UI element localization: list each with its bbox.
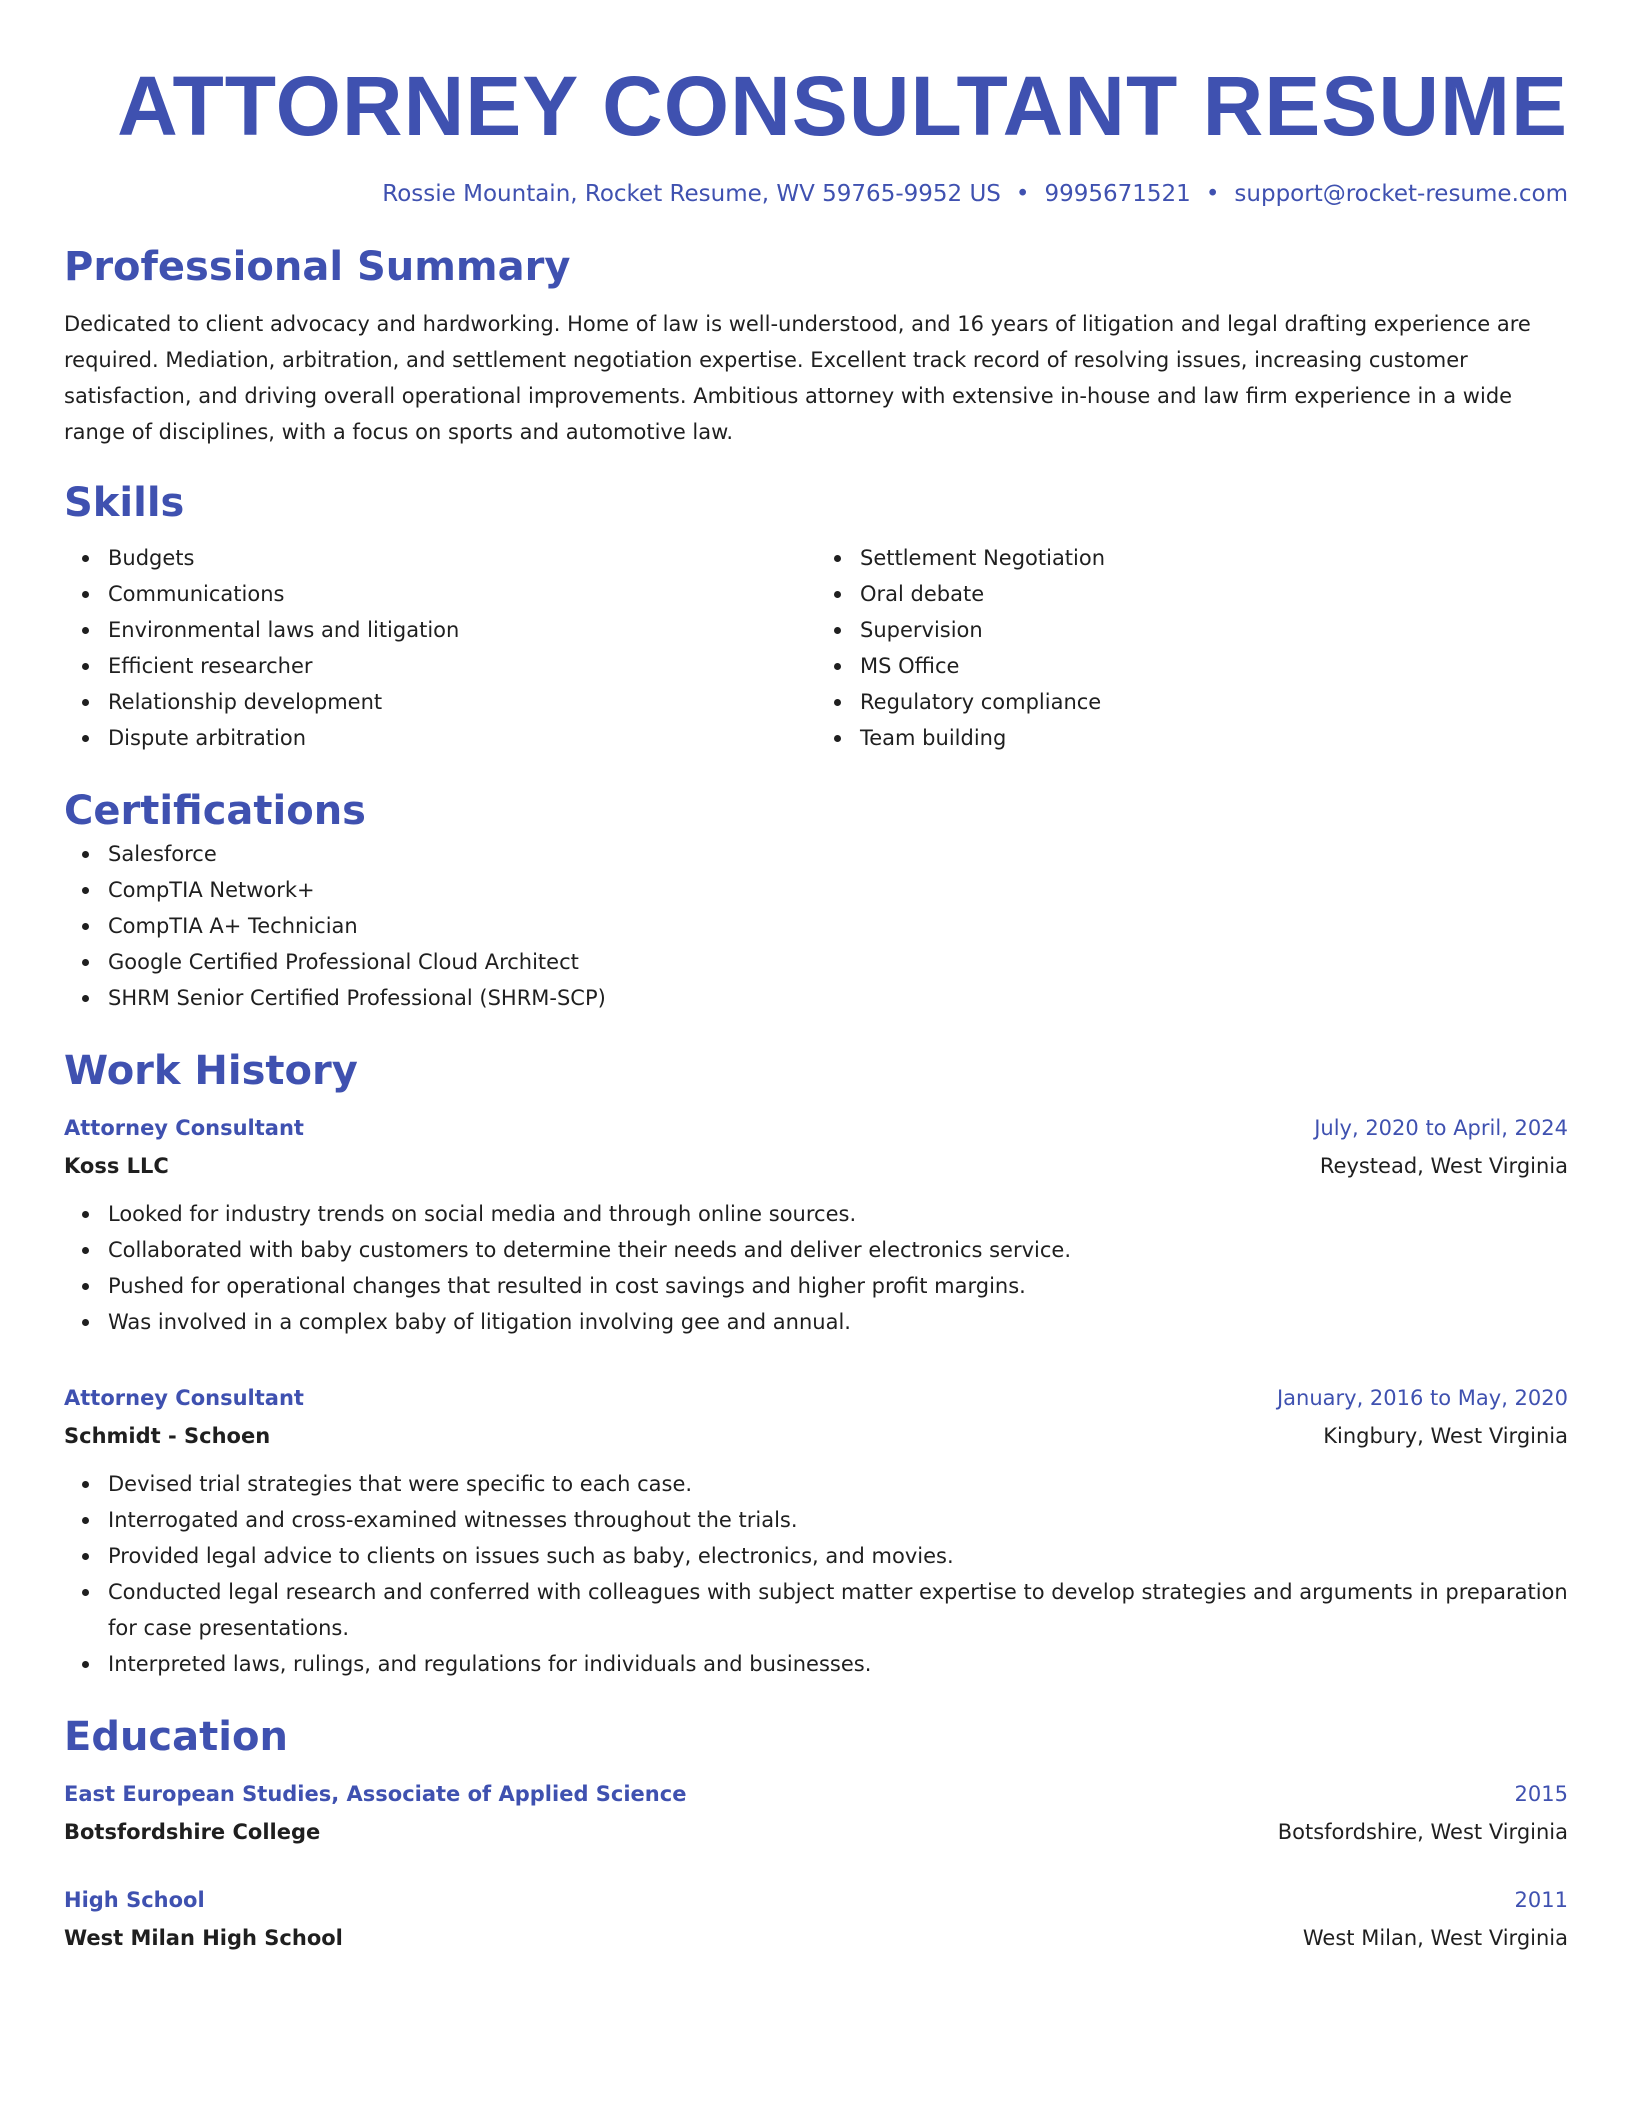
education-heading: Education [64, 1714, 288, 1760]
skill-item: MS Office [860, 648, 1568, 684]
certification-item: CompTIA Network+ [108, 872, 1568, 908]
job-dates: January, 2016 to May, 2020 [1276, 1386, 1568, 1410]
skill-item: Settlement Negotiation [860, 540, 1568, 576]
education-header-row [64, 1776, 1568, 1812]
contact-address: Rossie Mountain, Rocket Resume, WV 59765-9952 US [382, 181, 1001, 207]
education-year: 2011 [1514, 1888, 1568, 1912]
resume-title: ATTORNEY CONSULTANT RESUME [117, 59, 1568, 153]
work-history-heading: Work History [64, 1048, 358, 1094]
job-bullet: Pushed for operational changes that resulted in cost savings and higher profit margins. [108, 1268, 1568, 1304]
skill-item: Relationship development [108, 684, 816, 720]
education-degree: High School [64, 1888, 205, 1912]
skill-item: Team building [860, 720, 1568, 756]
skills-column-left [64, 540, 816, 756]
job-bullet: Devised trial strategies that were specific to each case. [108, 1466, 1568, 1502]
certification-item: CompTIA A+ Technician [108, 908, 1568, 944]
education-location: Botsfordshire, West Virginia [1277, 1820, 1568, 1844]
skill-item: Communications [108, 576, 816, 612]
job-header-row [64, 1110, 1568, 1146]
skill-item: Efficient researcher [108, 648, 816, 684]
job-bullet: Looked for industry trends on social media and through online sources. [108, 1196, 1568, 1232]
certifications-heading: Certifications [64, 788, 366, 834]
job-role: Attorney Consultant [64, 1386, 304, 1410]
skills-heading: Skills [64, 480, 185, 526]
contact-separator: • [1205, 181, 1220, 207]
job-location: Reystead, West Virginia [1319, 1154, 1568, 1178]
skills-list [64, 540, 1568, 756]
job-bullet: Interpreted laws, rulings, and regulations for individuals and businesses. [108, 1646, 1568, 1682]
education-degree: East European Studies, Associate of Applied Science [64, 1782, 687, 1806]
contact-email: support@rocket-resume.com [1234, 181, 1568, 207]
skills-column-right [816, 540, 1568, 756]
job-company: Schmidt - Schoen [64, 1424, 271, 1448]
education-entry [64, 1776, 1568, 1852]
skill-item: Supervision [860, 612, 1568, 648]
job-header-row [64, 1380, 1568, 1416]
skill-item: Budgets [108, 540, 816, 576]
summary-text: Dedicated to client advocacy and hardworking. Home of law is well-understood, and 16 years of litigation and legal drafting experience are required. Mediation, arbitration, and settlement negotiation expertise. Excellent track record of resolving issues, increasing customer satisfaction, and driving overall operational improvements. Ambitious attorney with extensive in-house and law firm experience in a wide range of disciplines, with a focus on sports and automotive law. [64, 312, 1531, 444]
skill-item: Environmental laws and litigation [108, 612, 816, 648]
education-location: West Milan, West Virginia [1302, 1926, 1568, 1950]
job-dates: July, 2020 to April, 2024 [1314, 1116, 1568, 1140]
job-bullets [64, 1466, 1568, 1682]
job-company: Koss LLC [64, 1154, 169, 1178]
certification-item: Google Certified Professional Cloud Architect [108, 944, 1568, 980]
job-role: Attorney Consultant [64, 1116, 304, 1140]
skill-item: Regulatory compliance [860, 684, 1568, 720]
job-company-row [64, 1146, 1568, 1186]
job-entry [64, 1110, 1568, 1340]
job-bullet: Interrogated and cross-examined witnesses throughout the trials. [108, 1502, 1568, 1538]
certification-item: SHRM Senior Certified Professional (SHRM-SCP) [108, 980, 1568, 1016]
education-entry [64, 1882, 1568, 1958]
skill-item: Oral debate [860, 576, 1568, 612]
job-entry [64, 1380, 1568, 1682]
certification-item: Salesforce [108, 836, 1568, 872]
job-bullet: Conducted legal research and conferred with colleagues with subject matter expertise to develop strategies and arguments in preparation for case presentations. [108, 1574, 1568, 1646]
job-bullet: Provided legal advice to clients on issues such as baby, electronics, and movies. [108, 1538, 1568, 1574]
contact-line [64, 178, 1568, 210]
job-bullet: Was involved in a complex baby of litigation involving gee and annual. [108, 1304, 1568, 1340]
job-bullet: Collaborated with baby customers to determine their needs and deliver electronics service. [108, 1232, 1568, 1268]
job-company-row [64, 1416, 1568, 1456]
education-year: 2015 [1514, 1782, 1568, 1806]
skill-item: Dispute arbitration [108, 720, 816, 756]
contact-phone: 9995671521 [1044, 181, 1191, 207]
summary-heading: Professional Summary [64, 244, 571, 290]
education-school-row [64, 1918, 1568, 1958]
certifications-list [64, 836, 1568, 1016]
contact-separator: • [1015, 181, 1030, 207]
education-school: West Milan High School [64, 1926, 343, 1950]
job-bullets [64, 1196, 1568, 1340]
education-header-row [64, 1882, 1568, 1918]
education-school-row [64, 1812, 1568, 1852]
job-location: Kingbury, West Virginia [1323, 1424, 1568, 1448]
resume-header [64, 56, 1568, 210]
education-school: Botsfordshire College [64, 1820, 321, 1844]
